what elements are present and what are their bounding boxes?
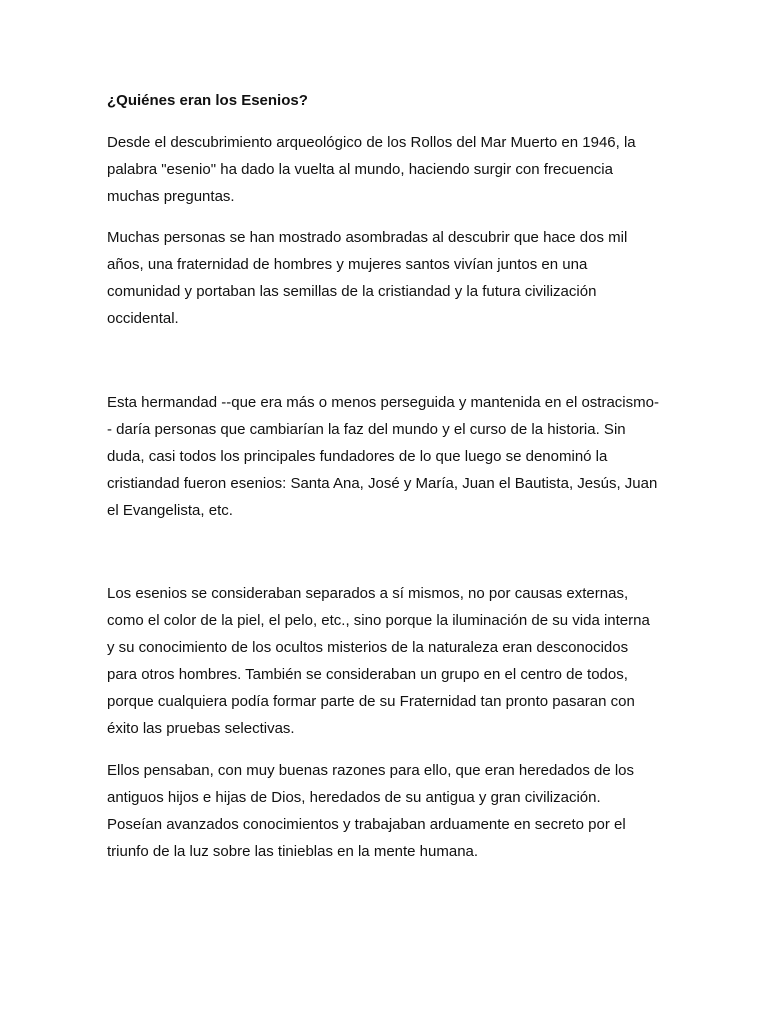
paragraph-line: muchas preguntas.	[107, 188, 235, 205]
paragraph-5	[107, 757, 667, 865]
paragraph-line: años, una fraternidad de hombres y mujeres santos vivían juntos en una	[107, 256, 588, 273]
paragraph-line: - daría personas que cambiarían la faz del mundo y el curso de la historia. Sin	[107, 421, 626, 438]
paragraph-line: porque cualquiera podía formar parte de su Fraternidad tan pronto pasaran con	[107, 693, 635, 710]
paragraph-line: como el color de la piel, el pelo, etc., sino porque la iluminación de su vida interna	[107, 612, 650, 629]
paragraph-line: éxito las pruebas selectivas.	[107, 720, 295, 737]
paragraph-2	[107, 224, 667, 332]
paragraph-line: el Evangelista, etc.	[107, 502, 233, 519]
paragraph-line: Los esenios se consideraban separados a sí mismos, no por causas externas,	[107, 585, 629, 602]
paragraph-line: Muchas personas se han mostrado asombradas al descubrir que hace dos mil	[107, 229, 628, 246]
paragraph-line: y su conocimiento de los ocultos misterios de la naturaleza eran desconocidos	[107, 639, 629, 656]
paragraph-4	[107, 580, 667, 742]
paragraph-line: Ellos pensaban, con muy buenas razones para ello, que eran heredados de los	[107, 762, 635, 779]
paragraph-line: Esta hermandad --que era más o menos perseguida y mantenida en el ostracismo-	[107, 394, 659, 411]
paragraph-line: triunfo de la luz sobre las tinieblas en la mente humana.	[107, 843, 479, 860]
paragraph-line: Desde el descubrimiento arqueológico de los Rollos del Mar Muerto en 1946, la	[107, 134, 636, 151]
paragraph-line: antiguos hijos e hijas de Dios, heredados de su antigua y gran civilización.	[107, 789, 601, 806]
paragraph-line: Poseían avanzados conocimientos y trabajaban arduamente en secreto por el	[107, 816, 626, 833]
paragraph-line: cristiandad fueron esenios: Santa Ana, José y María, Juan el Bautista, Jesús, Juan	[107, 475, 658, 492]
paragraph-line: palabra "esenio" ha dado la vuelta al mundo, haciendo surgir con frecuencia	[107, 161, 613, 178]
paragraph-line: comunidad y portaban las semillas de la cristiandad y la futura civilización	[107, 283, 597, 300]
document-title: ¿Quiénes eran los Esenios?	[107, 92, 308, 109]
paragraph-line: occidental.	[107, 310, 179, 327]
paragraph-1	[107, 129, 667, 210]
paragraph-line: duda, casi todos los principales fundadores de lo que luego se denominó la	[107, 448, 608, 465]
paragraph-line: para otros hombres. También se consideraban un grupo en el centro de todos,	[107, 666, 628, 683]
paragraph-3	[107, 389, 667, 524]
